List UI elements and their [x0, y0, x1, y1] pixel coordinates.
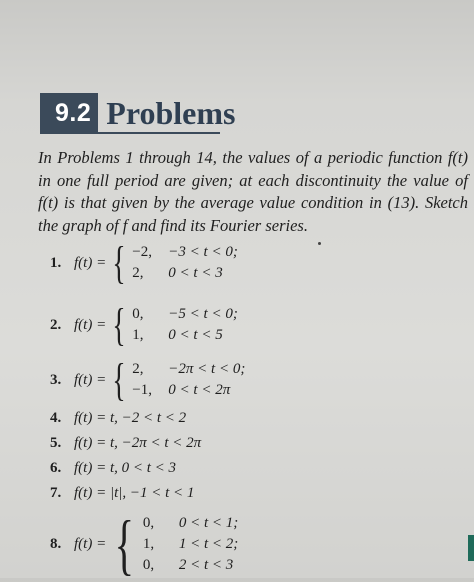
case-condition: 0 < t < 5 — [168, 327, 223, 343]
problem-1 — [50, 237, 238, 288]
case-value: −1, — [132, 382, 153, 398]
problem-expression: f(t) = t, −2 < t < 2 — [74, 410, 187, 426]
left-brace: { — [112, 354, 126, 405]
case-condition: 2 < t < 3 — [178, 556, 234, 573]
case-value: −2, — [132, 244, 153, 260]
problem-number: 7. — [50, 485, 62, 501]
problem-number: 1. — [50, 254, 62, 271]
problem-number: 2. — [50, 316, 62, 333]
section-number: 9.2 — [40, 93, 98, 133]
piecewise-cases — [132, 304, 238, 346]
case-value: 1, — [132, 327, 144, 343]
case-value: 0, — [142, 556, 155, 573]
piecewise-cases — [132, 242, 238, 284]
problem-expression: f(t) = t, 0 < t < 3 — [74, 460, 177, 476]
case-value: 0, — [142, 514, 155, 531]
problem-number: 4. — [50, 410, 62, 426]
problem-8 — [50, 506, 239, 582]
problem-lhs: f(t) = — [74, 254, 107, 271]
stray-mark — [318, 242, 321, 245]
problem-2 — [50, 299, 238, 350]
problem-lhs: f(t) = — [74, 371, 107, 388]
problem-lhs: f(t) = — [74, 535, 107, 552]
case-condition: −5 < t < 0; — [168, 306, 238, 322]
section-title: Problems — [106, 95, 236, 131]
problem-4 — [50, 410, 186, 427]
piecewise-cases — [143, 513, 238, 576]
case-condition: 0 < t < 1; — [178, 514, 239, 531]
problem-number: 8. — [50, 535, 62, 552]
problem-number: 5. — [50, 435, 62, 451]
left-brace: { — [112, 237, 126, 288]
left-brace: { — [114, 506, 135, 582]
section-heading — [40, 93, 235, 133]
problem-expression: f(t) = t, −2π < t < 2π — [74, 435, 202, 451]
problem-number: 6. — [50, 460, 62, 476]
problem-expression: f(t) = |t|, −1 < t < 1 — [74, 485, 195, 501]
left-brace: { — [112, 299, 126, 350]
case-condition: −3 < t < 0; — [168, 244, 238, 260]
problem-number: 3. — [50, 371, 62, 388]
problems-intro: In Problems 1 through 14, the values of a periodic function f(t) in one full period are given; at each discontinuity the value of f(t) is that given by the average value condition in (13). Sketch the graph of f and find its Fourier series. — [38, 148, 468, 235]
page-edge-tab — [468, 535, 474, 561]
problem-7 — [50, 485, 194, 502]
case-value: 1, — [142, 535, 155, 552]
case-condition: 0 < t < 2π — [168, 382, 231, 398]
problem-lhs: f(t) = — [74, 316, 107, 333]
case-condition: −2π < t < 0; — [168, 361, 246, 377]
heading-rule — [40, 132, 220, 134]
case-value: 2, — [132, 361, 144, 377]
problem-6 — [50, 460, 176, 477]
case-condition: 0 < t < 3 — [168, 265, 223, 281]
problem-5 — [50, 435, 201, 452]
problem-3 — [50, 354, 246, 405]
case-condition: 1 < t < 2; — [178, 535, 239, 552]
case-value: 2, — [132, 265, 144, 281]
case-value: 0, — [132, 306, 144, 322]
piecewise-cases — [132, 359, 245, 401]
